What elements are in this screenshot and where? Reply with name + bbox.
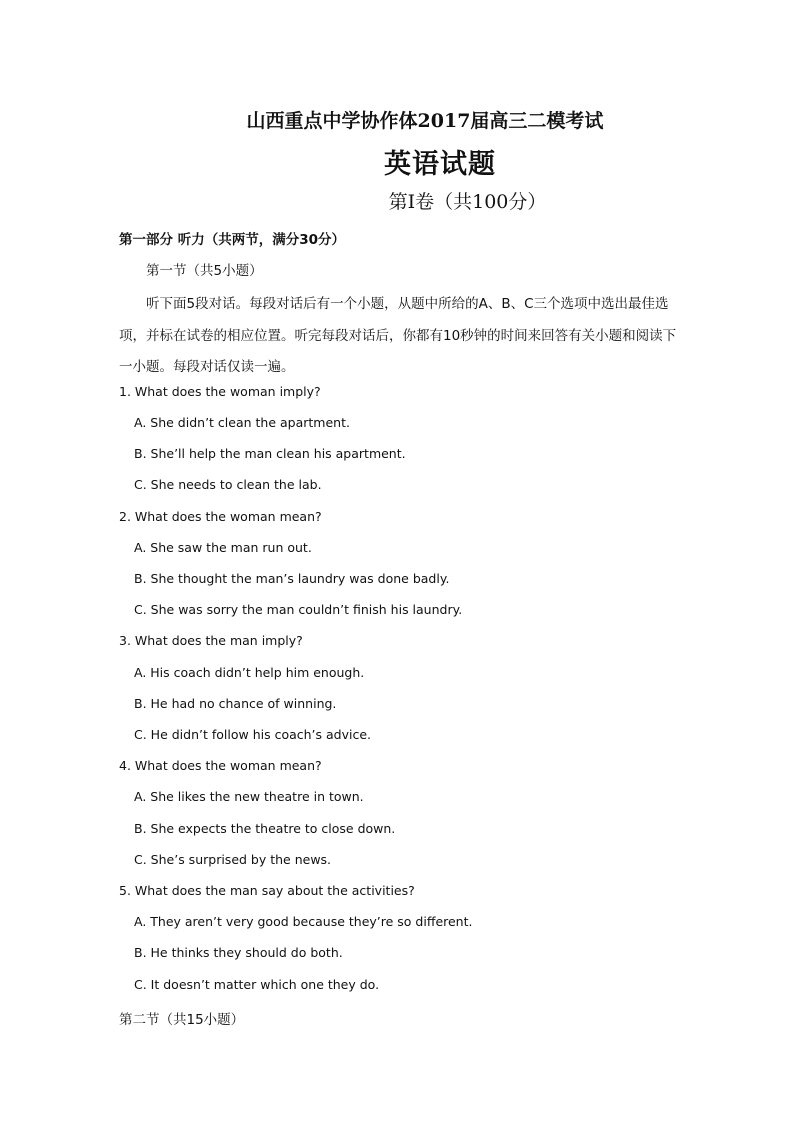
question-4-option-b: B. She expects the theatre to close down. xyxy=(134,821,396,836)
question-2: 2. What does the woman mean? xyxy=(119,509,322,524)
question-1-option-a: A. She didn’t clean the apartment. xyxy=(134,415,350,430)
question-3-option-c: C. He didn’t follow his coach’s advice. xyxy=(134,727,372,742)
exam-title: 山西重点中学协作体2017届高三二模考试 xyxy=(246,110,604,132)
question-3-option-b: B. He had no chance of winning. xyxy=(134,696,337,711)
question-5-option-a: A. They aren’t very good because they’re so different. xyxy=(134,914,473,929)
question-4-option-c: C. She’s surprised by the news. xyxy=(134,852,332,867)
subject-title: 英语试题 xyxy=(384,149,496,180)
section1-heading: 第一节（共5小题） xyxy=(146,263,263,279)
question-4-option-a: A. She likes the new theatre in town. xyxy=(134,789,364,804)
question-5-option-b: B. He thinks they should do both. xyxy=(134,945,343,960)
question-1-option-c: C. She needs to clean the lab. xyxy=(134,477,322,492)
part1-heading: 第一部分 听力（共两节，满分30分） xyxy=(119,232,345,248)
question-3-option-a: A. His coach didn’t help him enough. xyxy=(134,665,365,680)
section1-instructions: 听下面5段对话。每段对话后有一个小题，从题中所给的A、B、C三个选项中选出最佳选项，并标在试卷的相应位置。听完每段对话后，你都有10秒钟的时间来回答有关小题和阅读下一小题。每段对话仅读一遍。 xyxy=(119,296,677,375)
question-1-option-b: B. She’ll help the man clean his apartment. xyxy=(134,446,406,461)
question-3: 3. What does the man imply? xyxy=(119,633,303,648)
question-2-option-c: C. She was sorry the man couldn’t finish his laundry. xyxy=(134,602,463,617)
section2-heading: 第二节（共15小题） xyxy=(119,1012,245,1028)
question-5: 5. What does the man say about the activities? xyxy=(119,883,415,898)
question-4: 4. What does the woman mean? xyxy=(119,758,322,773)
question-5-option-c: C. It doesn’t matter which one they do. xyxy=(134,977,380,992)
volume-title: 第I卷（共100分） xyxy=(388,191,547,213)
question-2-option-b: B. She thought the man’s laundry was done badly. xyxy=(134,571,450,586)
question-2-option-a: A. She saw the man run out. xyxy=(134,540,312,555)
question-1: 1. What does the woman imply? xyxy=(119,384,321,399)
